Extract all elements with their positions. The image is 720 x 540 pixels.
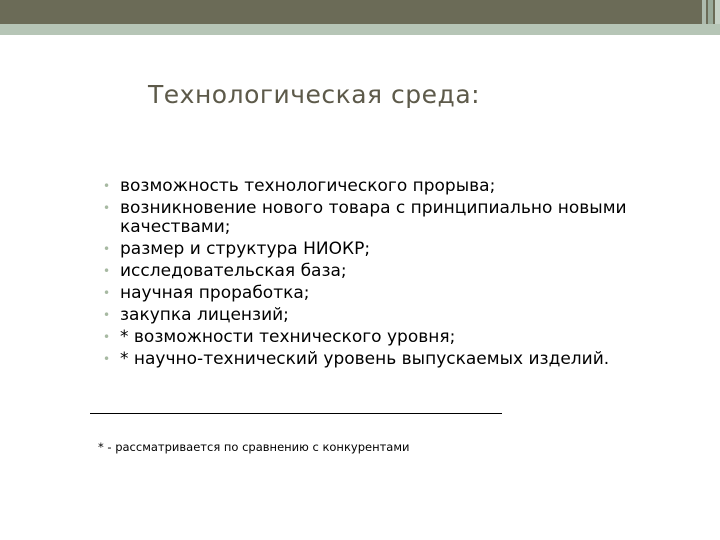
bullet-marker-icon: • — [103, 179, 111, 193]
bullet-marker-icon: • — [103, 201, 111, 215]
bullet-marker-icon: • — [103, 308, 111, 322]
bullet-item — [103, 262, 703, 281]
bullet-text: размер и структура НИОКР; — [120, 239, 371, 259]
bullet-text: возможность технологического прорыва; — [120, 176, 496, 196]
bullet-marker-icon: • — [103, 286, 111, 300]
bullet-text: * возможности технического уровня; — [120, 327, 456, 347]
header-accent-stripe — [702, 0, 706, 24]
header-accent-stripe — [708, 0, 713, 24]
bullet-item — [103, 199, 703, 237]
bullet-item — [103, 350, 703, 369]
header-bar-notch — [0, 35, 425, 48]
bullet-item — [103, 177, 703, 196]
bullet-marker-icon: • — [103, 242, 111, 256]
bullet-text: возникновение нового товара с принципиально новыми качествами; — [120, 198, 627, 237]
bullet-marker-icon: • — [103, 352, 111, 366]
bullet-item — [103, 328, 703, 347]
header-accent-stripe — [715, 0, 720, 24]
header-bar-dark — [0, 0, 720, 24]
bullet-text: * научно-технический уровень выпускаемых изделий. — [120, 349, 610, 369]
bullet-list — [103, 177, 703, 372]
bullet-text: научная проработка; — [120, 283, 310, 303]
footnote: * - рассматривается по сравнению с конкурентами — [98, 440, 410, 454]
bullet-item — [103, 306, 703, 325]
footnote-divider — [90, 413, 502, 414]
bullet-item — [103, 284, 703, 303]
bullet-item — [103, 240, 703, 259]
bullet-marker-icon: • — [103, 330, 111, 344]
header-bar-light — [0, 24, 720, 35]
bullet-text: исследовательская база; — [120, 261, 347, 281]
bullet-marker-icon: • — [103, 264, 111, 278]
bullet-text: закупка лицензий; — [120, 305, 289, 325]
slide-title: Технологическая среда: — [148, 80, 481, 109]
